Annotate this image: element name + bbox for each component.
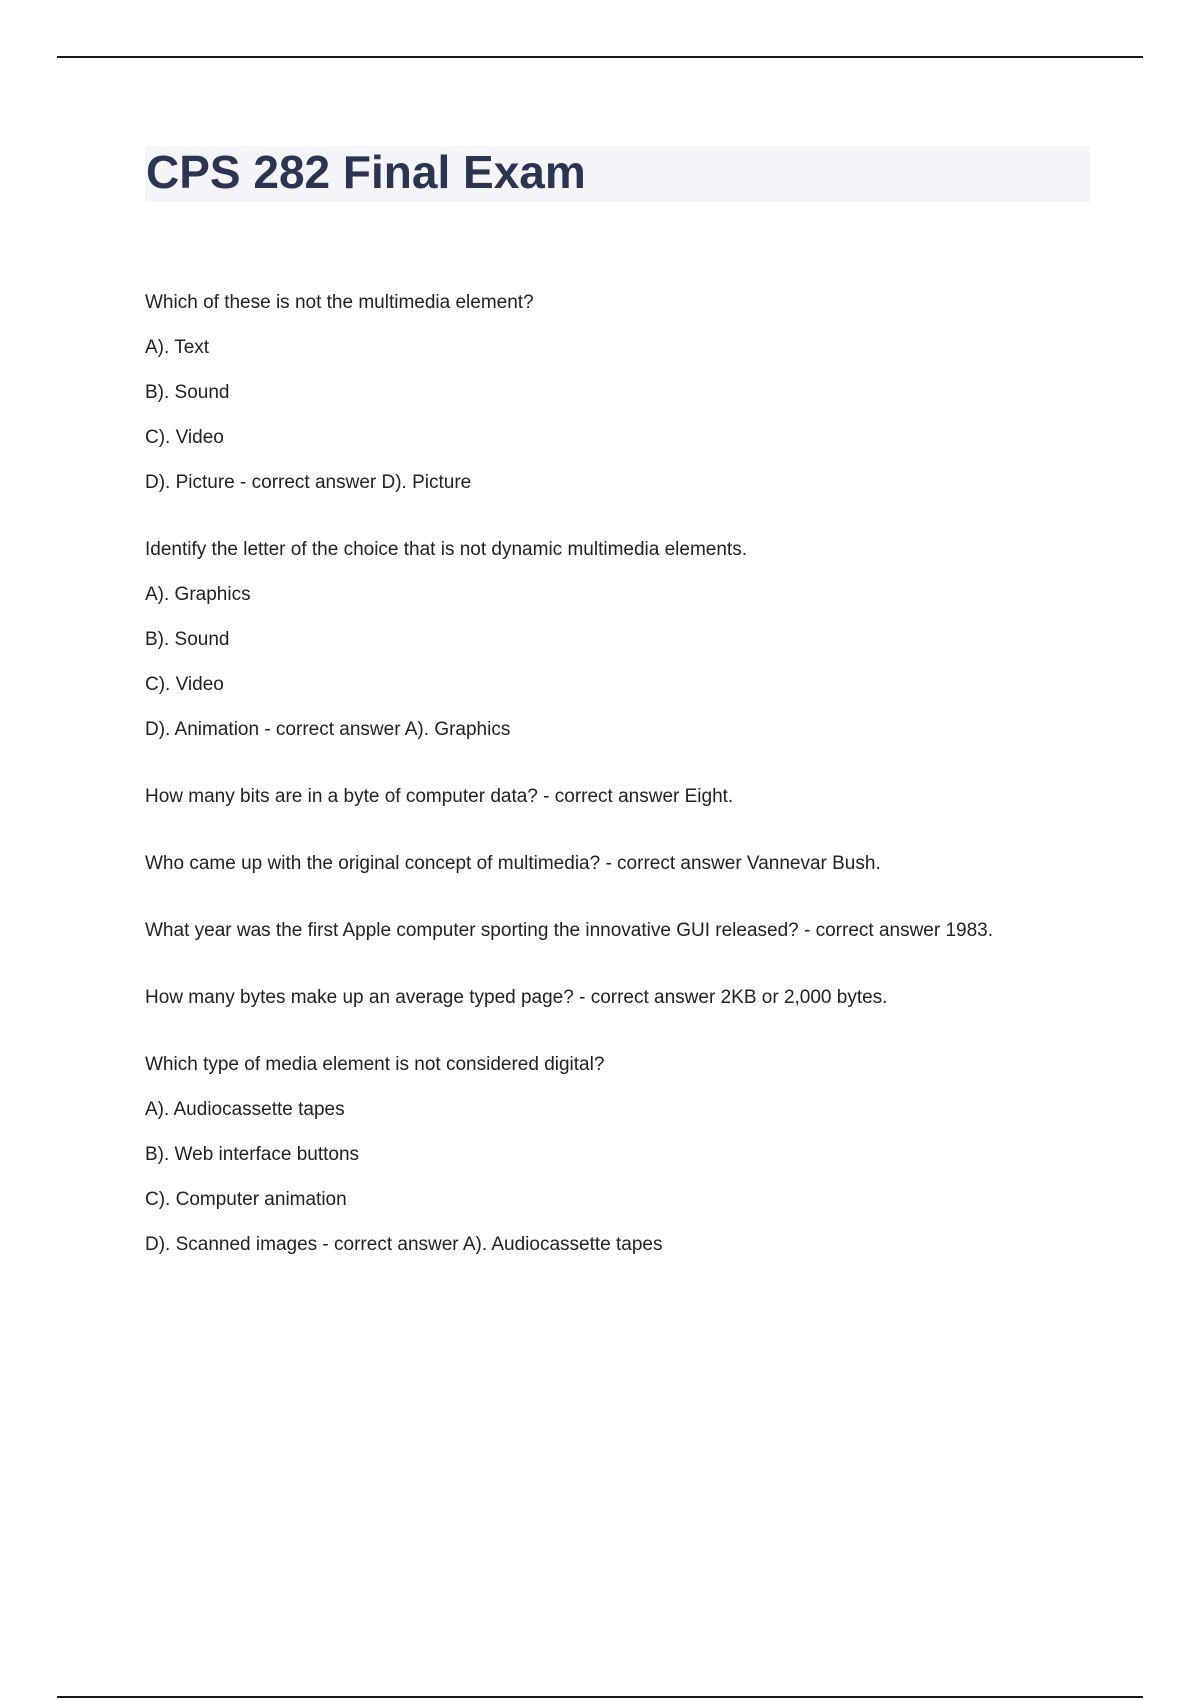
question-text: What year was the first Apple computer sporting the innovative GUI released? - correct answer 1983. <box>145 920 994 941</box>
answer-option: D). Scanned images - correct answer A). Audiocassette tapes <box>145 1234 663 1255</box>
question-block-4 <box>145 853 1105 875</box>
footer-rule <box>57 1696 1143 1698</box>
answer-option: B). Sound <box>145 629 230 650</box>
answer-option: D). Animation - correct answer A). Graphics <box>145 719 511 740</box>
question-block-7 <box>145 1054 1105 1256</box>
answer-option: A). Graphics <box>145 584 251 605</box>
question-block-2 <box>145 539 1105 741</box>
answer-option: C). Video <box>145 427 224 448</box>
answer-option: B). Web interface buttons <box>145 1144 360 1165</box>
question-block-6 <box>145 987 1105 1009</box>
question-text: Which of these is not the multimedia element? <box>145 292 534 313</box>
question-list <box>145 292 1105 1256</box>
question-text: How many bits are in a byte of computer data? - correct answer Eight. <box>145 786 734 807</box>
answer-option: A). Text <box>145 337 210 358</box>
answer-option: C). Video <box>145 674 224 695</box>
answer-option: A). Audiocassette tapes <box>145 1099 345 1120</box>
question-block-1 <box>145 292 1105 494</box>
page-title: CPS 282 Final Exam <box>146 146 586 198</box>
answer-option: C). Computer animation <box>145 1189 347 1210</box>
question-block-5 <box>145 920 1105 942</box>
question-text: Who came up with the original concept of multimedia? - correct answer Vannevar Bush. <box>145 853 881 874</box>
answer-option: B). Sound <box>145 382 230 403</box>
question-block-3 <box>145 786 1105 808</box>
question-text: How many bytes make up an average typed page? - correct answer 2KB or 2,000 bytes. <box>145 987 888 1008</box>
question-text: Which type of media element is not considered digital? <box>145 1054 605 1075</box>
answer-option: D). Picture - correct answer D). Picture <box>145 472 472 493</box>
question-text: Identify the letter of the choice that is not dynamic multimedia elements. <box>145 539 747 560</box>
header-rule <box>57 56 1143 58</box>
